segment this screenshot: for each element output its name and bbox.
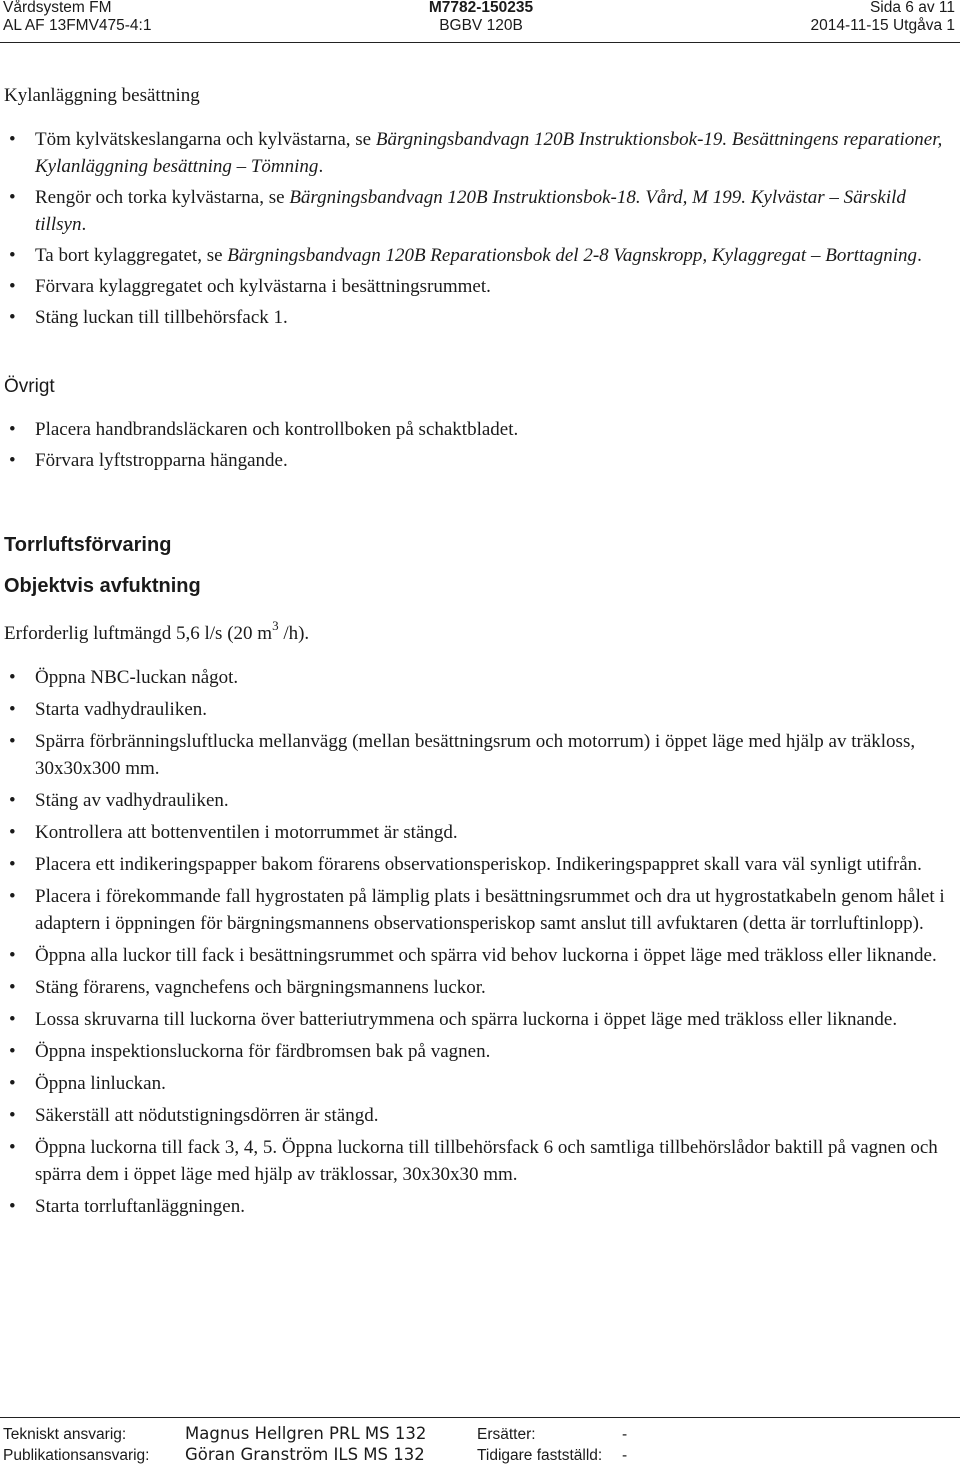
list-item: • Placera ett indikeringspapper bakom förarens observationsperiskop. Indikeringspappret skall vara väl synligt utifrån. [0,851,956,878]
issue-date: 2014-11-15 Utgåva 1 [810,17,955,34]
page-number: Sida 6 av 11 [869,0,955,16]
list-item: • Ta bort kylaggregatet, se Bärgningsbandvagn 120B Reparationsbok del 2-8 Vagnskropp, Kylaggregat – Borttagning. [0,242,956,269]
bullet-icon: • [9,307,16,328]
airflow-requirement: Erforderlig luftmängd 5,6 l/s (20 $m^3$ /h). [4,618,310,644]
bullet-icon: • [9,276,16,297]
header-divider [0,42,960,43]
section-title-kylanlaggning: Kylanläggning besättning [4,85,200,106]
heading-torrluftsforvaring: Torrluftsförvaring [4,534,172,556]
reference-link: Bärgningsbandvagn 120B Instruktionsbok-19. Besättningens reparationer, Kylanläggning besättning – Tömning [35,129,943,177]
list-item: • Förvara kylaggregatet och kylvästarna i besättningsrummet. [0,273,956,300]
kylanlaggning-list [0,126,956,335]
superscript-cubed: 3 [272,618,279,633]
bullet-icon: • [9,1073,16,1094]
list-item: • Placera i förekommande fall hygrostaten på lämplig plats i besättningsrummet och dra ut hygrostatkabeln genom hålet i adaptern i öppningen för bärgningsmannens observationsperiskop samt anslut till avfuktaren (detta är torrluftinlopp). [0,883,956,937]
section-title-ovrigt: Övrigt [4,376,55,397]
list-item: • Stäng av vadhydrauliken. [0,787,956,814]
bullet-icon: • [9,129,16,150]
tech-responsible-name: Magnus Hellgren PRL MS 132 [185,1424,427,1443]
bullet-icon: • [9,822,16,843]
bullet-icon: • [9,419,16,440]
replaces-label: Ersätter: [477,1426,536,1443]
previously-established-value: - [622,1447,628,1464]
list-item: • Töm kylvätskeslangarna och kylvästarna, se Bärgningsbandvagn 120B Instruktionsbok-19. Besättningens reparationer, Kylanläggning besättning – Tömning. [0,126,956,180]
publication-responsible-label: Publikationsansvarig: [3,1447,150,1464]
list-item: • Öppna NBC-luckan något. [0,664,956,691]
list-item: • Kontrollera att bottenventilen i motorrummet är stängd. [0,819,956,846]
list-item: • Stäng förarens, vagnchefens och bärgningsmannens luckor. [0,974,956,1001]
bullet-icon: • [9,1105,16,1126]
list-item: • Öppna alla luckor till fack i besättningsrummet och spärra vid behov luckorna i öppet läge med träkloss eller liknande. [0,942,956,969]
list-item: • Spärra förbränningsluftlucka mellanvägg (mellan besättningsrum och motorrum) i öppet läge med hjälp av träkloss, 30x30x300 mm. [0,728,956,782]
subheading-objektvis-avfuktning: Objektvis avfuktning [4,575,201,597]
list-item: • Starta vadhydrauliken. [0,696,956,723]
publication-responsible-name: Göran Granström ILS MS 132 [185,1445,425,1464]
ovrigt-list [0,416,956,478]
footer-divider [0,1417,960,1418]
bullet-icon: • [9,945,16,966]
header-row-2 [0,16,960,36]
previously-established-label: Tidigare fastställd: [477,1447,603,1464]
list-item: • Öppna luckorna till fack 3, 4, 5. Öppna luckorna till tillbehörsfack 6 och samtliga tillbehörslådor baktill på vagnen och spärra dem i öppet läge med hjälp av träklossar, 30x30x30 mm. [0,1134,956,1188]
replaces-value: - [622,1426,628,1443]
vehicle-name: BGBV 120B [439,17,523,34]
reference-link: Bärgningsbandvagn 120B Instruktionsbok-18. Vård, M 199. Kylvästar – Särskild tillsyn [35,187,906,235]
bullet-icon: • [9,790,16,811]
list-item: • Placera handbrandsläckaren och kontrollboken på schaktbladet. [0,416,956,443]
bullet-icon: • [9,1196,16,1217]
bullet-icon: • [9,450,16,471]
list-item: • Starta torrluftanläggningen. [0,1193,956,1220]
list-item: • Förvara lyftstropparna hängande. [0,447,956,474]
bullet-icon: • [9,886,16,907]
bullet-icon: • [9,977,16,998]
system-name: Vårdsystem FM [3,0,112,16]
bullet-icon: • [9,1009,16,1030]
list-item: • Säkerställ att nödutstigningsdörren är stängd. [0,1102,956,1129]
tech-responsible-label: Tekniskt ansvarig: [3,1426,127,1443]
bullet-icon: • [9,731,16,752]
document-id: AL AF 13FMV475-4:1 [3,17,152,34]
reference-link: Bärgningsbandvagn 120B Reparationsbok del 2-8 Vagnskropp, Kylaggregat – Borttagning [227,245,918,266]
avfuktning-steps-list [0,664,956,1225]
list-item: • Stäng luckan till tillbehörsfack 1. [0,304,956,331]
list-item: • Öppna linluckan. [0,1070,956,1097]
bullet-icon: • [9,187,16,208]
list-item: • Lossa skruvarna till luckorna över batteriutrymmena och spärra luckorna i öppet läge med träkloss eller liknande. [0,1006,956,1033]
list-item: • Öppna inspektionsluckorna för färdbromsen bak på vagnen. [0,1038,956,1065]
bullet-icon: • [9,667,16,688]
bullet-icon: • [9,699,16,720]
bullet-icon: • [9,1041,16,1062]
bullet-icon: • [9,245,16,266]
bullet-icon: • [9,1137,16,1158]
m-number: M7782-150235 [428,0,534,16]
list-item: • Rengör och torka kylvästarna, se Bärgningsbandvagn 120B Instruktionsbok-18. Vård, M 199. Kylvästar – Särskild tillsyn. [0,184,956,238]
bullet-icon: • [9,854,16,875]
